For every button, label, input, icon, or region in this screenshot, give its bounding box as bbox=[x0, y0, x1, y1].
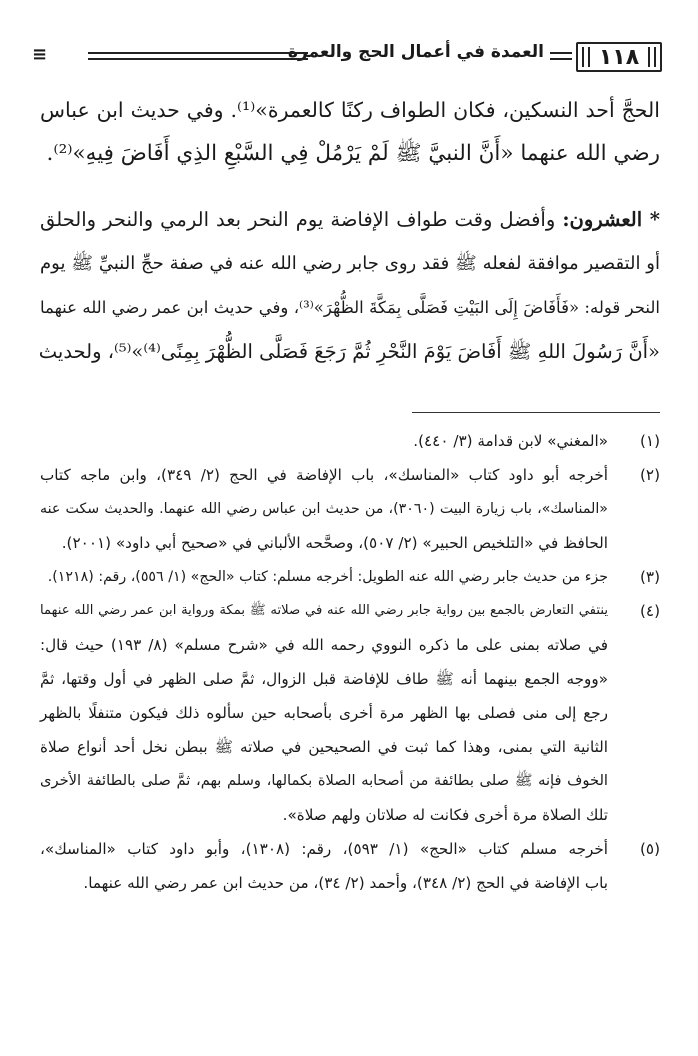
footnote bbox=[40, 424, 660, 458]
main-text bbox=[40, 88, 660, 374]
text-line-section: * العشرون: وأفضل وقت طواف الإفاضة يوم النحر بعد الرمي والنحر والحلق bbox=[40, 208, 660, 231]
footnote-line: رجع إلى منى فصلى بها الظهر مرة أخرى بأصحابه حين سألوه ذلك فيكون متنفلًا بالظهر bbox=[40, 704, 608, 722]
text-line: «أَنَّ رَسُولَ اللهِ ﷺ أَفَاضَ يَوْمَ النَّحْرِ ثُمَّ رَجَعَ فَصَلَّى الظُّهْرَ بِمِنًى⁽⁴⁾»⁽⁵⁾، ولحديث bbox=[38, 340, 660, 363]
footnote-separator bbox=[412, 412, 660, 413]
footnote-line: ينتفي التعارض بالجمع بين رواية جابر رضي الله عنه في صلاته ﷺ بمكة ورواية ابن عمر رضي الله عنهما bbox=[40, 603, 608, 618]
footnote-line: باب الإفاضة في الحج (٢/ ٣٤٨)، وأحمد (٢/ ٣٤)، من حديث ابن عمر رضي الله عنهما. bbox=[83, 874, 608, 892]
footnote-line: الحافظ في «التلخيص الحبير» (٢/ ٥٠٧)، وصحَّحه الألباني في «صحيح أبي داود» (٢٠٠١). bbox=[61, 534, 608, 552]
header-mark-icon: ≡ bbox=[32, 44, 48, 65]
footnote-number: (٥) bbox=[639, 840, 660, 858]
page-number-box: ١١٨ bbox=[576, 42, 662, 72]
footnote-line: «المناسك»، باب زيارة البيت (٣٠٦٠)، من حديث ابن عباس رضي الله عنهما. والحديث سكت عنه bbox=[40, 501, 608, 517]
footnote-line: أخرجه أبو داود كتاب «المناسك»، باب الإفاضة في الحج (٢/ ٣٤٩)، وابن ماجه كتاب bbox=[40, 466, 609, 484]
paragraph-gap bbox=[40, 176, 660, 198]
footnote-number: (١) bbox=[639, 432, 660, 450]
footnote bbox=[40, 458, 660, 560]
footnote bbox=[40, 560, 660, 594]
footnote-line: «المغني» لابن قدامة (٣/ ٤٤٠). bbox=[413, 432, 608, 450]
footnote-line: تلك الصلاة مرة أخرى فكانت له صلاتان ولهم صلاة». bbox=[282, 806, 608, 824]
header-rule bbox=[550, 52, 572, 60]
footnotes bbox=[40, 424, 660, 900]
running-title: العمدة في أعمال الحج والعمرة bbox=[287, 42, 544, 62]
text-line: الحجَّ أحد النسكين، فكان الطواف ركنًا كالعمرة»⁽¹⁾. وفي حديث ابن عباس bbox=[40, 98, 660, 122]
page-header bbox=[32, 40, 662, 78]
footnote bbox=[40, 832, 660, 900]
footnote-number: (٣) bbox=[639, 568, 660, 586]
header-rule bbox=[88, 52, 308, 60]
footnote-line: الخوف فإنه ﷺ صلى بطائفة من أصحابه الصلاة بكمالها، وسلم بهم، ثمَّ صلى بالطائفة الأخرى bbox=[40, 772, 608, 789]
section-label: * العشرون: bbox=[562, 208, 660, 231]
text-line: رضي الله عنهما «أَنَّ النبيَّ ﷺ لَمْ يَرْمُلْ فِي السَّبْعِ الذِي أَفَاضَ فِيهِ»⁽²⁾. bbox=[46, 141, 660, 166]
footnote-line: الثانية التي بمنى، وهذا كما ثبت في الصحيحين في صلاته ﷺ ببطن نخل أحد أنواع صلاة bbox=[40, 738, 608, 756]
footnote-number: (٤) bbox=[639, 602, 660, 620]
footnote-line: أخرجه مسلم كتاب «الحج» (١/ ٥٩٣)، رقم: (١٣٠٨)، وأبو داود كتاب «المناسك»، bbox=[40, 840, 608, 858]
footnote bbox=[40, 594, 660, 832]
footnote-number: (٢) bbox=[639, 466, 660, 484]
text-line: النحر قوله: «فَأَفَاضَ إِلَى البَيْتِ فَصَلَّى بِمَكَّةَ الظُّهْرَ»⁽³⁾، وفي حديث ابن عمر رضي الله عنهما bbox=[40, 298, 660, 317]
footnote-line: جزء من حديث جابر رضي الله عنه الطويل: أخرجه مسلم: كتاب «الحج» (١/ ٥٥٦)، رقم: (١٢١٨). bbox=[47, 569, 608, 585]
footnote-line: في صلاته بمنى على ما ذكره النووي رحمه الله في «شرح مسلم» (٨/ ١٩٣) حيث قال: bbox=[40, 636, 608, 654]
footnote-line: «ووجه الجمع بينهما أنه ﷺ طاف للإفاضة قبل الزوال، ثمَّ صلى الظهر في أول وقتها، ثمَّ bbox=[40, 670, 608, 688]
text-line: أو التقصير موافقة لفعله ﷺ فقد روى جابر رضي الله عنه في صفة حجِّ النبيِّ ﷺ يوم bbox=[40, 253, 660, 274]
